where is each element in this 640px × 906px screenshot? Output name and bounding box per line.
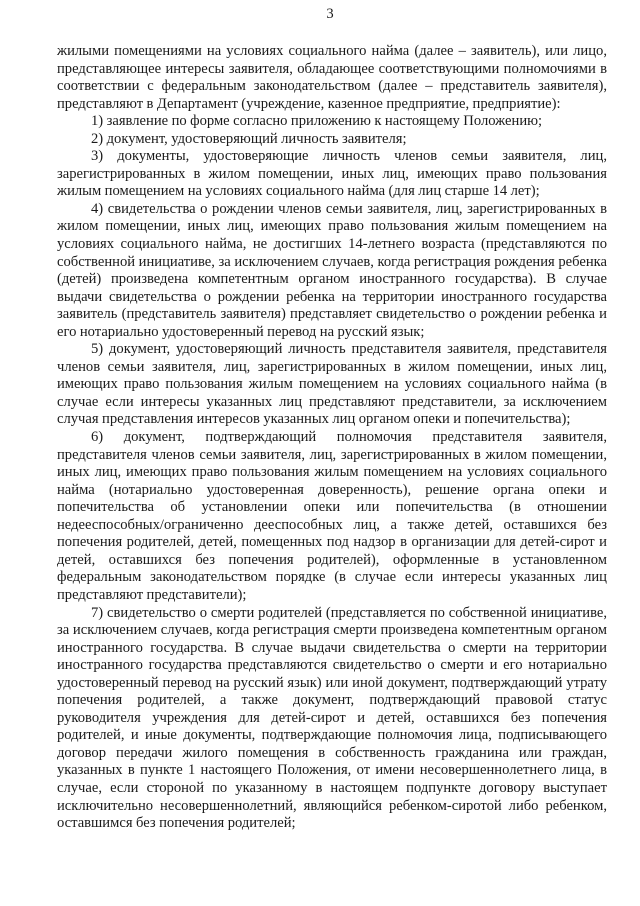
document-body <box>57 43 607 833</box>
paragraph-item-7: 7) свидетельство о смерти родителей (представляется по собственной инициативе, за исключением случаев, когда регистрация смерти произведена компетентным органом иностранного государства. В случае выдачи свидетельства о смерти на территории иностранного государства представляются свидетельство о смерти и его нотариально удостоверенный перевод на русский язык) или иной документ, подтверждающий утрату попечения родителей, а также документ, подтверждающий правовой статус руководителя учреждения для детей-сирот и детей, оставшихся без попечения родителей, и иные документы, подтверждающие полномочия лица, подписывающего договор передачи жилого помещения в собственность гражданина или граждан, указанных в пункте 1 настоящего Положения, от имени несовершеннолетнего лица, в случае, если стороной по указанному в настоящем подпункте договору выступает исключительно несовершеннолетний, являющийся ребенком-сиротой либо ребенком, оставшимся без попечения родителей; <box>57 604 607 832</box>
paragraph-item-4: 4) свидетельства о рождении членов семьи заявителя, лиц, зарегистрированных в жилом помещении, иных лиц, имеющих право пользования жилым помещением на условиях социального найма, не достигших 14-летнего возраста (представляются по собственной инициативе, за исключением случаев, когда регистрация рождения ребенка (детей) произведена компетентным органом иностранного государства). В случае выдачи свидетельства о рождении ребенка на территории иностранного государства заявитель (представитель заявителя) представляет свидетельство о рождении ребенка и его нотариально удостоверенный перевод на русский язык; <box>57 200 607 340</box>
paragraph-item-6: 6) документ, подтверждающий полномочия представителя заявителя, представителя членов семьи заявителя, лиц, зарегистрированных в жилом помещении, иных лиц, имеющих право пользования жилым помещением на условиях социального найма (нотариально удостоверенная доверенность), решение органа опеки и попечительства об установлении опеки или попечительства (в отношении недееспособных/ограниченно дееспособных лиц, а также детей, оставшихся без попечения родителей, детей, помещенных под надзор в организации для детей-сирот и детей, оставшихся без попечения родителей), оформленные в установленном федеральным законодательством порядке (в случае если интересы указанных лиц представляют представители); <box>57 429 607 603</box>
page-number: 3 <box>326 6 334 22</box>
paragraph-item-2: 2) документ, удостоверяющий личность заявителя; <box>91 130 407 147</box>
paragraph-item-5: 5) документ, удостоверяющий личность представителя заявителя, представителя членов семьи заявителя, лиц, зарегистрированных в жилом помещении, иных лиц, имеющих право пользования жилым помещением на условиях социального найма (в случае если интересы указанных лиц представляют представители, за исключением случая представления интересов указанных лиц органом опеки и попечительства); <box>57 341 607 428</box>
paragraph-item-1: 1) заявление по форме согласно приложению к настоящему Положению; <box>91 113 543 130</box>
paragraph-intro: жилыми помещениями на условиях социального найма (далее – заявитель), или лицо, представляющее интересы заявителя, обладающее соответствующими полномочиями в соответствии с федеральным законодательством (далее – представитель заявителя), представляют в Департамент (учреждение, казенное предприятие, предприятие): <box>57 43 607 112</box>
paragraph-item-3: 3) документы, удостоверяющие личность членов семьи заявителя, лиц, зарегистрированных в жилом помещении, иных лиц, имеющих право пользования жилым помещением на условиях социального найма (для лиц старше 14 лет); <box>57 148 607 200</box>
